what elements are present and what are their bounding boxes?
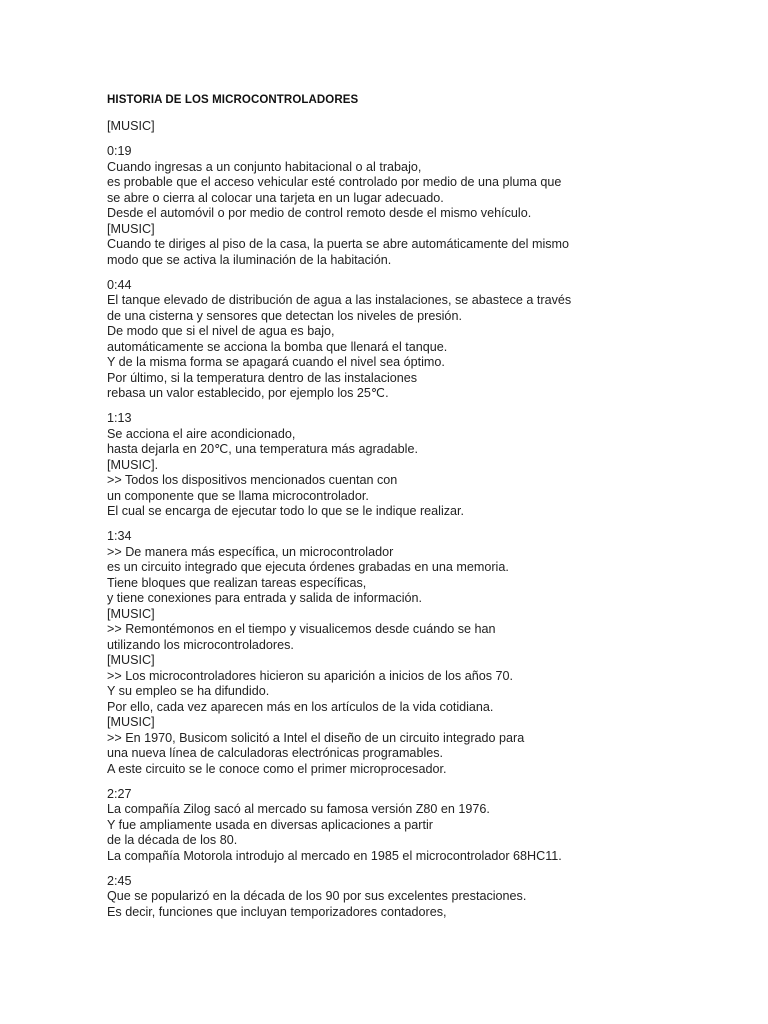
transcript-line: [MUSIC] [107, 606, 155, 621]
timestamp: 0:44 [107, 277, 132, 292]
transcript-block [107, 529, 748, 777]
transcript-line: de una cisterna y sensores que detectan los niveles de presión. [107, 308, 462, 323]
timestamp: 1:13 [107, 411, 132, 425]
transcript-line: [MUSIC] [107, 119, 155, 133]
transcript-line: [MUSIC] [107, 653, 155, 667]
transcript-line: Es decir, funciones que incluyan temporizadores contadores, [107, 904, 447, 919]
transcript-body [107, 119, 748, 920]
timestamp: 1:34 [107, 529, 132, 543]
transcript-line: un componente que se llama microcontrolador. [107, 488, 369, 503]
transcript-line: es un circuito integrado que ejecuta órdenes grabadas en una memoria. [107, 560, 509, 574]
transcript-line: La compañía Motorola introdujo al mercado en 1985 el microcontrolador 68HC11. [107, 848, 562, 863]
transcript-line: Se acciona el aire acondicionado, [107, 426, 296, 441]
transcript-line: >> De manera más específica, un microcontrolador [107, 544, 394, 559]
timestamp: 2:27 [107, 786, 132, 801]
transcript-line: El tanque elevado de distribución de agua a las instalaciones, se abastece a través [107, 293, 572, 307]
transcript-line: y tiene conexiones para entrada y salida de información. [107, 591, 423, 605]
transcript-block [107, 144, 748, 268]
transcript-line: Cuando te diriges al piso de la casa, la puerta se abre automáticamente del mismo [107, 237, 570, 251]
transcript-block [107, 787, 748, 865]
transcript-line: >> En 1970, Busicom solicitó a Intel el diseño de un circuito integrado para [107, 730, 525, 745]
transcript-line: >> Los microcontroladores hicieron su aparición a inicios de los años 70. [107, 668, 514, 683]
transcript-line: >> Todos los dispositivos mencionados cuentan con [107, 473, 398, 487]
transcript-line: es probable que el acceso vehicular esté controlado por medio de una pluma que [107, 175, 562, 189]
transcript-block [107, 411, 748, 520]
transcript-line: de la década de los 80. [107, 833, 238, 847]
transcript-line: modo que se activa la iluminación de la habitación. [107, 252, 392, 267]
transcript-line: Cuando ingresas a un conjunto habitacional o al trabajo, [107, 159, 422, 174]
transcript-line: una nueva línea de calculadoras electrónicas programables. [107, 746, 444, 760]
transcript-line: A este circuito se le conoce como el primer microprocesador. [107, 761, 447, 776]
transcript-line: [MUSIC]. [107, 457, 159, 472]
transcript-line: Desde el automóvil o por medio de control remoto desde el mismo vehículo. [107, 206, 532, 220]
transcript-block [107, 278, 748, 402]
transcript-line: Y su empleo se ha difundido. [107, 684, 270, 698]
transcript-line: >> Remontémonos en el tiempo y visualicemos desde cuándo se han [107, 622, 496, 636]
transcript-line: Y fue ampliamente usada en diversas aplicaciones a partir [107, 817, 433, 832]
transcript-block [107, 874, 748, 921]
transcript-line: La compañía Zilog sacó al mercado su famosa versión Z80 en 1976. [107, 802, 490, 816]
transcript-line: Que se popularizó en la década de los 90 por sus excelentes prestaciones. [107, 889, 527, 903]
transcript-block [107, 119, 748, 135]
transcript-line: Por ello, cada vez aparecen más en los artículos de la vida cotidiana. [107, 699, 494, 714]
transcript-line: hasta dejarla en 20℃, una temperatura más agradable. [107, 442, 418, 456]
transcript-line: El cual se encarga de ejecutar todo lo que se le indique realizar. [107, 504, 465, 518]
transcript-line: [MUSIC] [107, 221, 155, 236]
transcript-line: Tiene bloques que realizan tareas específicas, [107, 575, 367, 590]
timestamp: 0:19 [107, 144, 132, 158]
document-title: HISTORIA DE LOS MICROCONTROLADORES [107, 94, 359, 106]
timestamp: 2:45 [107, 873, 132, 888]
transcript-line: se abre o cierra al colocar una tarjeta en un lugar adecuado. [107, 190, 444, 205]
transcript-line: [MUSIC] [107, 715, 155, 729]
transcript-line: automáticamente se acciona la bomba que llenará el tanque. [107, 339, 448, 354]
transcript-line: De modo que si el nivel de agua es bajo, [107, 324, 335, 338]
transcript-line: utilizando los microcontroladores. [107, 637, 294, 652]
transcript-line: Por último, si la temperatura dentro de las instalaciones [107, 370, 418, 385]
transcript-line: rebasa un valor establecido, por ejemplo los 25℃. [107, 386, 389, 400]
transcript-line: Y de la misma forma se apagará cuando el nivel sea óptimo. [107, 355, 445, 369]
